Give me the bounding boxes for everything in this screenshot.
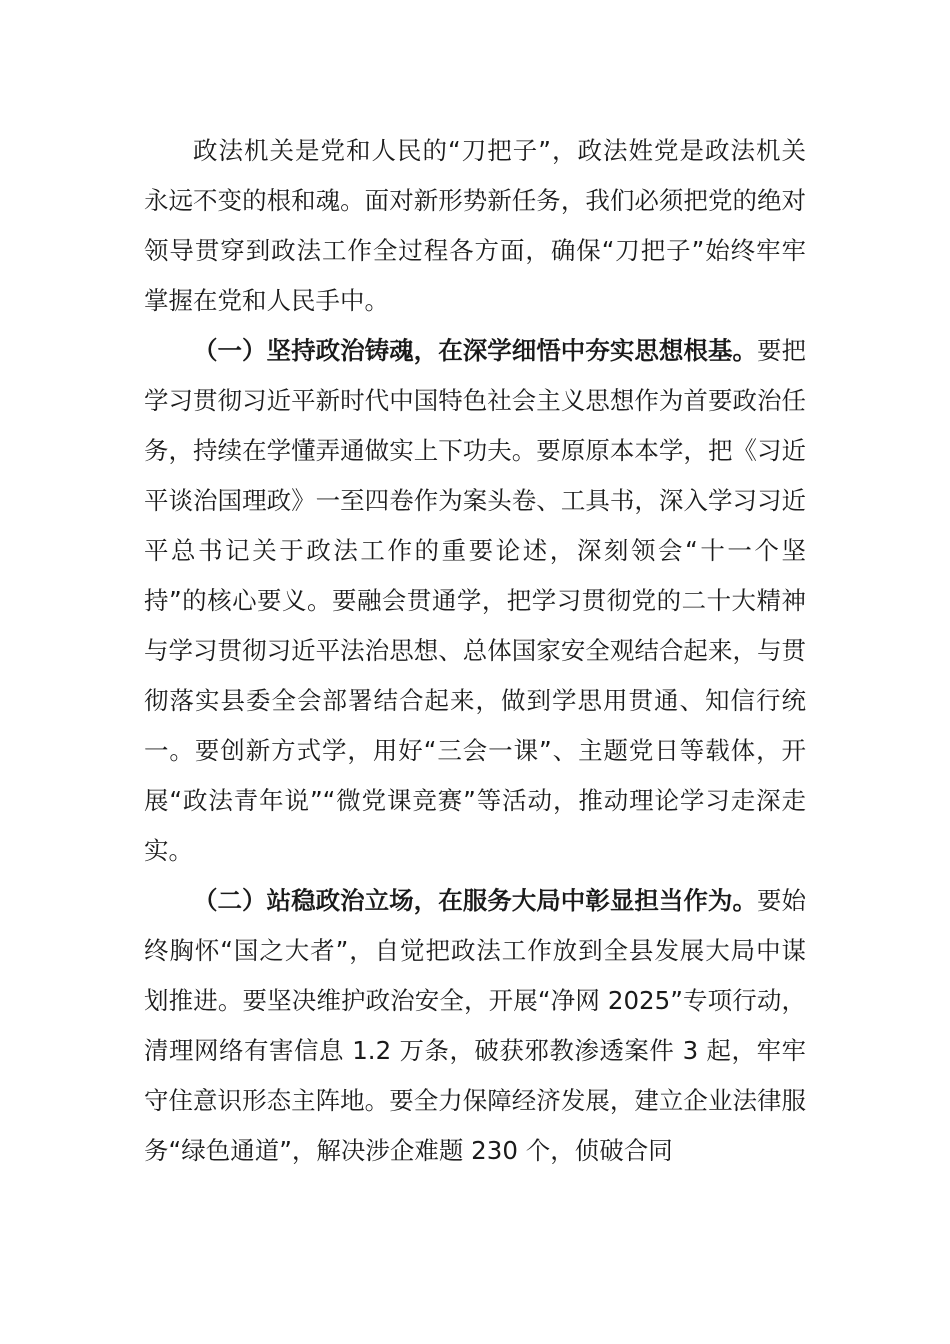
document-body	[144, 126, 806, 1176]
section-2-text: 要始终胸怀“国之大者”，自觉把政法工作放到全县发展大局中谋划推进。要坚决维护政治安全，开展“净网 2025”专项行动，清理网络有害信息 1.2 万条，破获邪教渗透案件 3 起，牢牢守住意识形态主阵地。要全力保障经济发展，建立企业法律服务“绿色通道”，解决涉企难题 230 个，侦破合同	[144, 886, 807, 1165]
section-1-text: 要把学习贯彻习近平新时代中国特色社会主义思想作为首要政治任务，持续在学懂弄通做实上下功夫。要原原本本学，把《习近平谈治国理政》一至四卷作为案头卷、工具书，深入学习习近平总书记关于政法工作的重要论述，深刻领会“十一个坚持”的核心要义。要融会贯通学，把学习贯彻党的二十大精神与学习贯彻习近平法治思想、总体国家安全观结合起来，与贯彻落实县委全会部署结合起来，做到学思用贯通、知信行统一。要创新方式学，用好“三会一课”、主题党日等载体，开展“政法青年说”“微党课竞赛”等活动，推动理论学习走深走实。	[144, 336, 807, 865]
paragraph-text: 政法机关是党和人民的“刀把子”，政法姓党是政法机关永远不变的根和魂。面对新形势新任务，我们必须把党的绝对领导贯穿到政法工作全过程各方面，确保“刀把子”始终牢牢掌握在党和人民手中。	[144, 136, 806, 315]
paragraph-section-2	[144, 876, 806, 1176]
paragraph-intro	[144, 126, 806, 326]
paragraph-section-1	[144, 326, 806, 876]
section-2-heading: （二）站稳政治立场，在服务大局中彰显担当作为。	[193, 886, 757, 915]
section-1-heading: （一）坚持政治铸魂，在深学细悟中夯实思想根基。	[193, 336, 757, 365]
